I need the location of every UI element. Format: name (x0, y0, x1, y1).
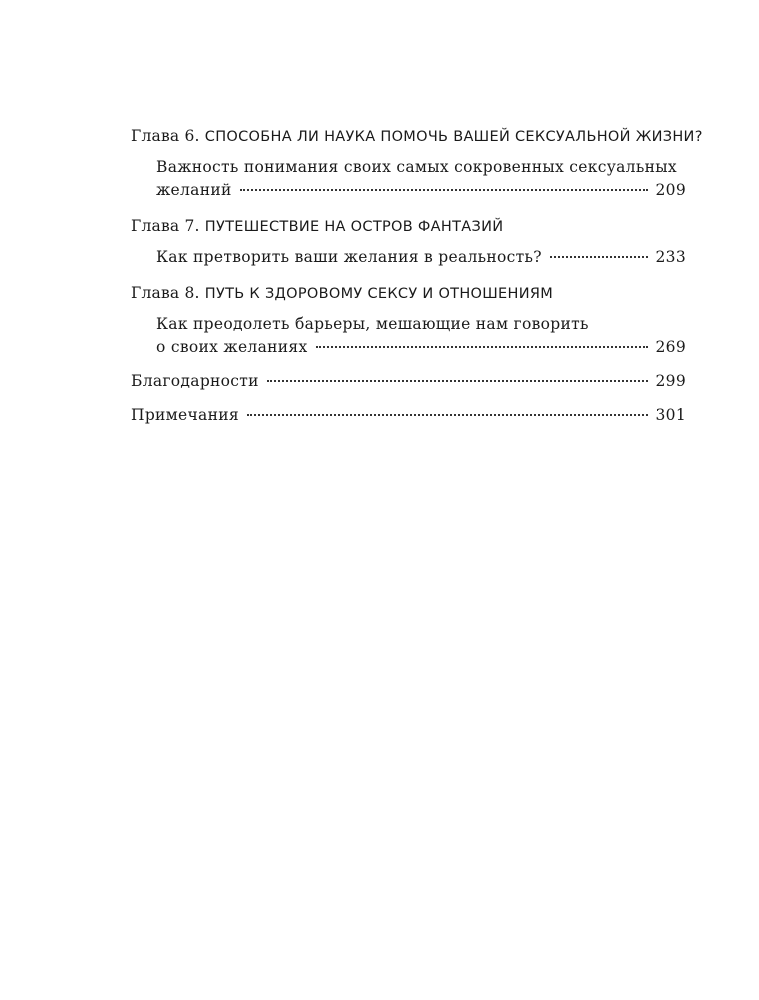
chapter-8-prefix: Глава 8. (131, 284, 200, 302)
dot-leader (267, 380, 648, 382)
chapter-8-entry-line2: о своих желаниях (156, 338, 308, 356)
notes-page-number: 301 (655, 406, 686, 424)
chapter-6-title: СПОСОБНА ЛИ НАУКА ПОМОЧЬ ВАШЕЙ СЕКСУАЛЬНОЙ ЖИЗНИ? (204, 129, 703, 145)
chapter-8-title: ПУТЬ К ЗДОРОВОМУ СЕКСУ И ОТНОШЕНИЯМ (204, 286, 554, 302)
acknowledgements-label: Благодарности (131, 372, 259, 390)
chapter-6-entry-line1: Важность понимания своих самых сокровенных сексуальных (156, 158, 677, 176)
chapter-7-title: ПУТЕШЕСТВИЕ НА ОСТРОВ ФАНТАЗИЙ (204, 219, 504, 235)
chapter-6-entry-line2: желаний (156, 181, 232, 199)
chapter-7-prefix: Глава 7. (131, 217, 200, 235)
chapter-6-heading[interactable] (131, 124, 703, 149)
chapter-7-heading[interactable] (131, 214, 686, 239)
dot-leader (240, 189, 648, 191)
dot-leader (247, 414, 648, 416)
acknowledgements-entry[interactable] (131, 370, 686, 393)
chapter-8-page-number: 269 (655, 338, 686, 356)
acknowledgements-page-number: 299 (655, 372, 686, 390)
chapter-8-entry-line1: Как преодолеть барьеры, мешающие нам говорить (156, 315, 589, 333)
chapter-8-entry[interactable] (156, 313, 686, 359)
chapter-7-entry-line1: Как претворить ваши желания в реальность? (156, 248, 542, 266)
dot-leader (316, 346, 648, 348)
dot-leader (550, 256, 648, 258)
table-of-contents (131, 124, 703, 427)
chapter-8-heading[interactable] (131, 281, 686, 306)
chapter-6-entry[interactable] (156, 156, 686, 202)
chapter-7-entry[interactable] (156, 246, 686, 269)
chapter-6-page-number: 209 (655, 181, 686, 199)
notes-label: Примечания (131, 406, 239, 424)
chapter-7-page-number: 233 (655, 248, 686, 266)
chapter-6-prefix: Глава 6. (131, 127, 200, 145)
notes-entry[interactable] (131, 404, 686, 427)
